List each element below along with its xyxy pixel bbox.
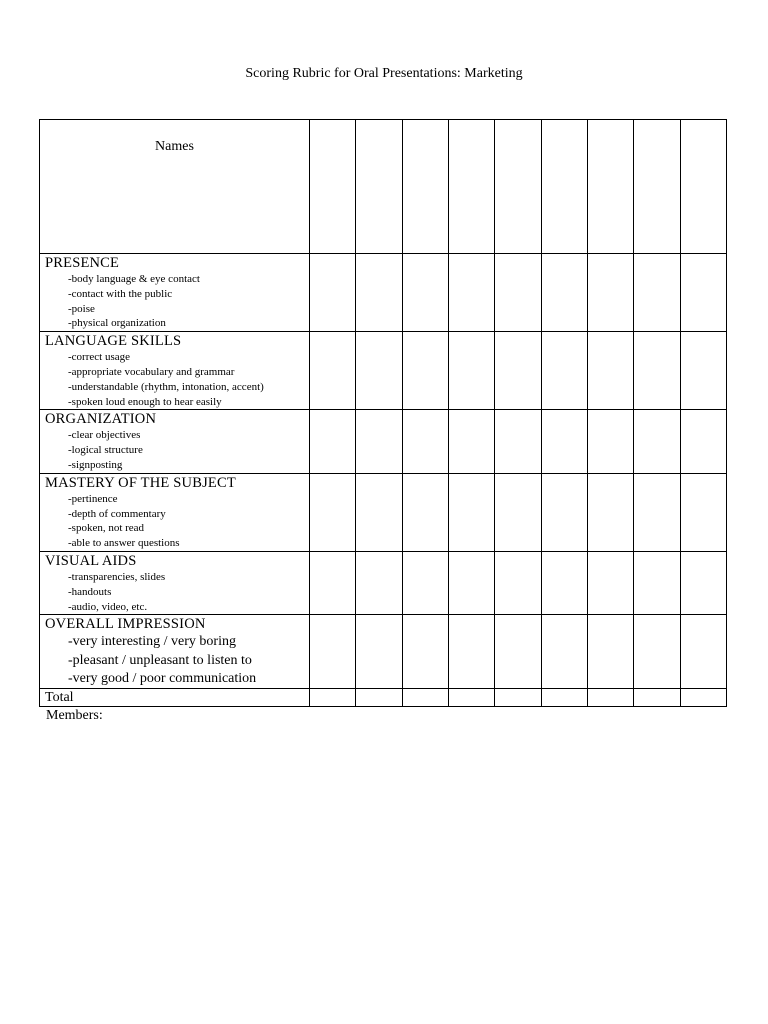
criterion-cell xyxy=(40,615,310,689)
criterion-row-language-skills xyxy=(40,332,727,410)
criterion-cell xyxy=(40,332,310,410)
total-cell[interactable] xyxy=(448,689,494,707)
score-cell[interactable] xyxy=(448,473,494,551)
score-cell[interactable] xyxy=(448,410,494,473)
criterion-title: OVERALL IMPRESSION xyxy=(45,616,206,633)
total-row xyxy=(40,689,727,707)
name-cell[interactable] xyxy=(587,120,633,254)
criterion-item: -audio, video, etc. xyxy=(68,600,148,613)
total-label: Total xyxy=(40,689,310,707)
criterion-item: -understandable (rhythm, intonation, accent) xyxy=(68,380,264,393)
score-cell[interactable] xyxy=(587,615,633,689)
criterion-item: -very good / poor communication xyxy=(68,670,257,686)
total-cell[interactable] xyxy=(356,689,402,707)
criterion-item: -clear objectives xyxy=(68,429,141,442)
score-cell[interactable] xyxy=(541,473,587,551)
score-cell[interactable] xyxy=(309,332,355,410)
members-label: Members: xyxy=(46,708,103,723)
criterion-item: -pertinence xyxy=(68,492,118,505)
criterion-item: -spoken, not read xyxy=(68,522,145,535)
criterion-item: -physical organization xyxy=(68,317,166,330)
score-cell[interactable] xyxy=(495,410,541,473)
score-cell[interactable] xyxy=(634,551,680,614)
criterion-title: LANGUAGE SKILLS xyxy=(45,333,182,350)
criterion-items xyxy=(45,492,309,551)
score-cell[interactable] xyxy=(309,615,355,689)
score-cell[interactable] xyxy=(680,551,726,614)
criterion-cell xyxy=(40,473,310,551)
criterion-item: -depth of commentary xyxy=(68,507,166,520)
score-cell[interactable] xyxy=(356,254,402,332)
criterion-item: -handouts xyxy=(68,585,112,598)
name-cell[interactable] xyxy=(356,120,402,254)
score-cell[interactable] xyxy=(448,254,494,332)
criterion-item: -pleasant / unpleasant to listen to xyxy=(68,652,252,668)
criterion-row-organization xyxy=(40,410,727,473)
criterion-item: -spoken loud enough to hear easily xyxy=(68,395,222,408)
page-title: Scoring Rubric for Oral Presentations: Marketing xyxy=(245,66,523,81)
criterion-item: -transparencies, slides xyxy=(68,570,166,583)
score-cell[interactable] xyxy=(541,410,587,473)
score-cell[interactable] xyxy=(541,332,587,410)
score-cell[interactable] xyxy=(356,332,402,410)
names-row xyxy=(40,120,727,254)
criterion-item: -signposting xyxy=(68,458,123,471)
score-cell[interactable] xyxy=(495,254,541,332)
criterion-cell xyxy=(40,551,310,614)
score-cell[interactable] xyxy=(356,551,402,614)
score-cell[interactable] xyxy=(356,410,402,473)
score-cell[interactable] xyxy=(402,551,448,614)
score-cell[interactable] xyxy=(356,615,402,689)
score-cell[interactable] xyxy=(634,332,680,410)
score-cell[interactable] xyxy=(680,254,726,332)
name-cell[interactable] xyxy=(309,120,355,254)
score-cell[interactable] xyxy=(309,410,355,473)
name-cell[interactable] xyxy=(634,120,680,254)
criterion-title: ORGANIZATION xyxy=(45,411,157,428)
score-cell[interactable] xyxy=(402,615,448,689)
names-header: Names xyxy=(155,139,194,154)
criterion-items xyxy=(45,272,309,331)
score-cell[interactable] xyxy=(495,473,541,551)
score-cell[interactable] xyxy=(448,332,494,410)
criterion-cell xyxy=(40,410,310,473)
criterion-row-mastery xyxy=(40,473,727,551)
criterion-items xyxy=(45,350,309,409)
total-cell[interactable] xyxy=(402,689,448,707)
score-cell[interactable] xyxy=(495,615,541,689)
score-cell[interactable] xyxy=(309,551,355,614)
criterion-row-presence xyxy=(40,254,727,332)
score-cell[interactable] xyxy=(541,254,587,332)
score-cell[interactable] xyxy=(680,410,726,473)
criterion-item: -contact with the public xyxy=(68,287,173,300)
score-cell[interactable] xyxy=(356,473,402,551)
score-cell[interactable] xyxy=(587,473,633,551)
criterion-item: -poise xyxy=(68,302,95,315)
score-cell[interactable] xyxy=(495,332,541,410)
score-cell[interactable] xyxy=(541,615,587,689)
criterion-items xyxy=(45,633,309,688)
criterion-item: -appropriate vocabulary and grammar xyxy=(68,365,235,378)
score-cell[interactable] xyxy=(680,473,726,551)
score-cell[interactable] xyxy=(402,332,448,410)
name-cell[interactable] xyxy=(680,120,726,254)
name-cell[interactable] xyxy=(495,120,541,254)
total-cell[interactable] xyxy=(680,689,726,707)
criterion-item: -body language & eye contact xyxy=(68,273,200,285)
criterion-row-visual-aids xyxy=(40,551,727,614)
names-header-cell xyxy=(40,120,310,254)
score-cell[interactable] xyxy=(587,332,633,410)
criterion-item: -correct usage xyxy=(68,351,130,364)
score-cell[interactable] xyxy=(587,254,633,332)
score-cell[interactable] xyxy=(587,410,633,473)
score-cell[interactable] xyxy=(634,410,680,473)
criterion-item: -logical structure xyxy=(68,444,143,457)
score-cell[interactable] xyxy=(402,473,448,551)
criterion-items xyxy=(45,428,309,472)
rubric-table xyxy=(39,119,727,707)
total-cell[interactable] xyxy=(309,689,355,707)
score-cell[interactable] xyxy=(541,551,587,614)
criterion-row-overall-impression xyxy=(40,615,727,689)
score-cell[interactable] xyxy=(680,615,726,689)
name-cell[interactable] xyxy=(448,120,494,254)
score-cell[interactable] xyxy=(634,473,680,551)
criterion-item: -able to answer questions xyxy=(68,537,180,550)
score-cell[interactable] xyxy=(587,551,633,614)
total-cell[interactable] xyxy=(495,689,541,707)
criterion-cell xyxy=(40,254,310,332)
score-cell[interactable] xyxy=(634,254,680,332)
score-cell[interactable] xyxy=(402,254,448,332)
total-cell[interactable] xyxy=(587,689,633,707)
criterion-title: PRESENCE xyxy=(45,255,120,271)
score-cell[interactable] xyxy=(680,332,726,410)
criterion-items xyxy=(45,570,309,614)
name-cell[interactable] xyxy=(541,120,587,254)
score-cell[interactable] xyxy=(309,254,355,332)
score-cell[interactable] xyxy=(309,473,355,551)
score-cell[interactable] xyxy=(495,551,541,614)
criterion-title: VISUAL AIDS xyxy=(45,552,137,569)
total-cell[interactable] xyxy=(541,689,587,707)
criterion-title: MASTERY OF THE SUBJECT xyxy=(45,474,236,491)
score-cell[interactable] xyxy=(448,615,494,689)
score-cell[interactable] xyxy=(402,410,448,473)
score-cell[interactable] xyxy=(634,615,680,689)
name-cell[interactable] xyxy=(402,120,448,254)
criterion-item: -very interesting / very boring xyxy=(68,634,236,650)
score-cell[interactable] xyxy=(448,551,494,614)
total-cell[interactable] xyxy=(634,689,680,707)
